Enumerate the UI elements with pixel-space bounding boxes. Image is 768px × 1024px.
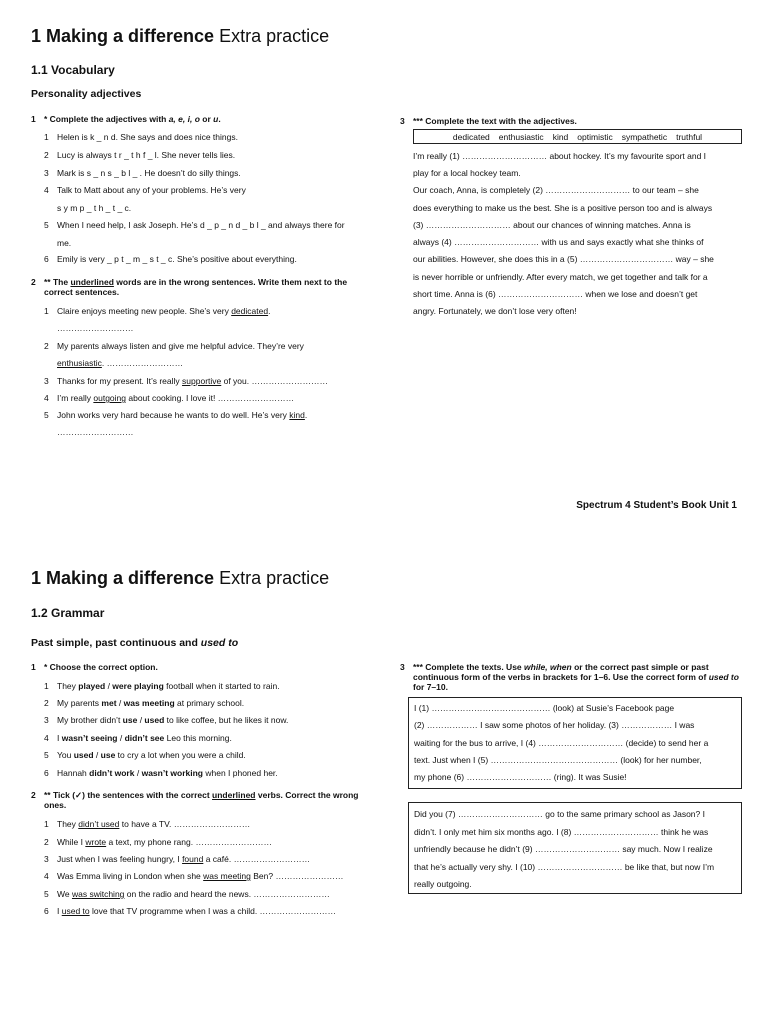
exercise-3-instruction: 3 *** Complete the texts. Use while, when or the correct past simple or past continuous form of the verbs in brackets for 1–6. Use the correct form of used to for 7–10. [400, 662, 739, 692]
exercise-2-instruction: 2 ** Tick (✓) the sentences with the correct underlined verbs. Correct the wrong ones. [31, 790, 359, 810]
exercise-3-instruction: 3 *** Complete the text with the adjectives. [400, 116, 577, 126]
word-option: enthusiastic [498, 131, 544, 142]
page-footer: Spectrum 4 Student’s Book Unit 1 [576, 500, 737, 511]
text-line: unfriendly because he didn’t (9) ………………………… say much. Now I realize [414, 844, 713, 854]
text-line: always (4) ………………………… with us and says exactly what she thinks of [413, 237, 704, 247]
text-line: didn’t. I only met him six months ago. I (8) ………………………… think he was [414, 827, 709, 837]
text-line: does everything to make us the best. She is a positive person too and is always [413, 203, 713, 213]
text-line: Did you (7) ………………………… go to the same primary school as Jason? I [414, 809, 705, 819]
text-line: waiting for the bus to arrive, I (4) ………………………… (decide) to send her a [414, 738, 709, 748]
word-option: dedicated [452, 131, 490, 142]
text-line: angry. Fortunately, we don’t lose very often! [413, 306, 577, 316]
exercise-2-instruction: 2 ** The underlined words are in the wrong sentences. Write them next to the correct sentences. [31, 277, 348, 297]
text-line: is never horrible or unfriendly. After every match, we get together and talk for a [413, 272, 708, 282]
text-line: really outgoing. [414, 879, 472, 889]
word-option: optimistic [577, 131, 613, 142]
exercise-1-instruction: 1 * Complete the adjectives with a, e, i, o or u. [31, 114, 221, 124]
text-box-1 [408, 697, 742, 789]
page-title: 1 Making a difference Extra practice [31, 26, 330, 46]
exercise-1-instruction: 1 * Choose the correct option. [31, 662, 158, 672]
text-line: I’m really (1) ………………………… about hockey. It’s my favourite sport and I [413, 151, 707, 161]
word-box [413, 129, 742, 144]
section-heading: 1.1 Vocabulary [31, 63, 115, 77]
text-box-2 [408, 802, 742, 894]
text-line: text. Just when I (5) ……………………………………… (look) for her number, [414, 755, 702, 765]
text-line: (3) ………………………… about our chances of winning matches. Anna is [413, 220, 691, 230]
text-line: (2) ……………… I saw some photos of her holiday. (3) ……………… I was [414, 720, 695, 730]
word-option: kind [552, 131, 569, 142]
text-line: short time. Anna is (6) ………………………… when we lose and doesn’t get [413, 289, 698, 299]
word-option: truthful [676, 131, 703, 142]
text-line: play for a local hockey team. [413, 168, 521, 178]
page-title: 1 Making a difference Extra practice [31, 568, 330, 588]
subsection-heading: Past simple, past continuous and used to [31, 637, 239, 649]
section-heading: 1.2 Grammar [31, 606, 105, 620]
text-line: our abilities. However, she does this in a (5) …………………………… way – she [413, 254, 714, 264]
word-option: sympathetic [621, 131, 668, 142]
text-line: that he’s actually very shy. I (10) ………………………… be like that, but now I’m [414, 862, 715, 872]
text-line: I (1) …………………………………… (look) at Susie’s Facebook page [414, 703, 675, 713]
text-line: Our coach, Anna, is completely (2) ………………………… to our team – she [413, 185, 699, 195]
subsection-heading: Personality adjectives [31, 88, 142, 100]
text-line: my phone (6) ………………………… (ring). It was Susie! [414, 772, 627, 782]
